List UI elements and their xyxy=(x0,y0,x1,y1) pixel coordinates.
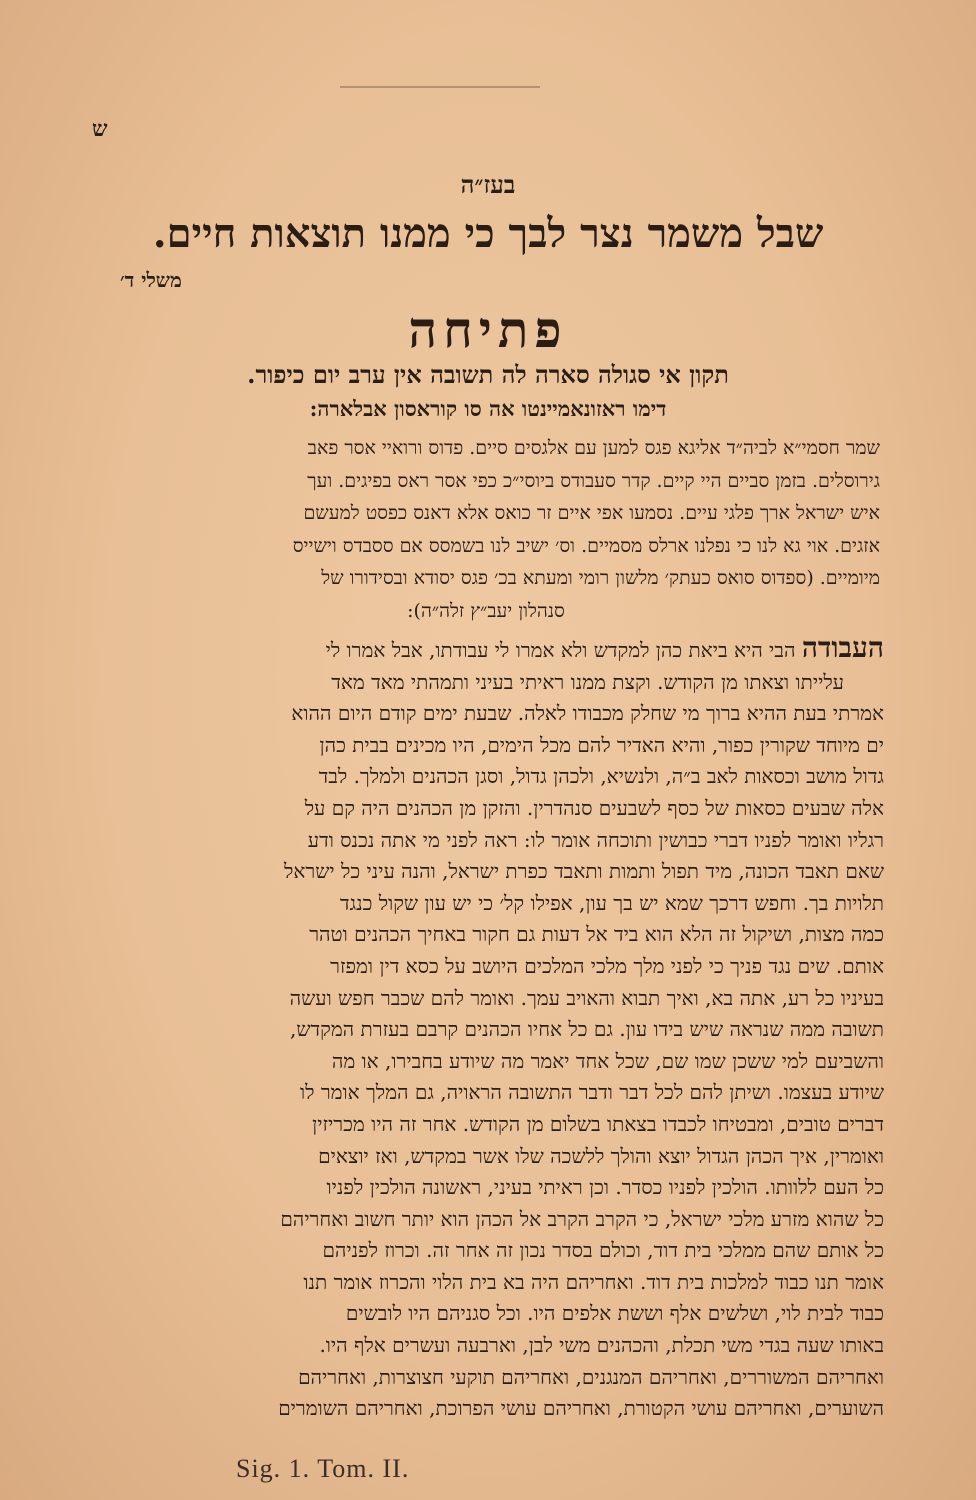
page-title: פתיחה xyxy=(408,300,568,359)
body-line: אמרתי בעת ההיא ברוך מי שחלק מכבודו לאלה. שבעת ימים קודם היום ההוא xyxy=(291,701,884,726)
body-line: דברים טובים, ומבטיחו לכבדו בצאתו בשלום מן הקודש. אחר זה היו מכריזין xyxy=(312,1111,884,1136)
intro-line: איש ישראל ארך פלגי עיים. נסמעו אפי איים זר כואס אלא דאנס כפסט למעשם xyxy=(303,502,880,524)
verse-source: משלי ד׳ xyxy=(120,268,182,292)
body-line: הבי היא ביאת כהן למקדש ולא אמרו לי עבודתו, אבל אמרו לי xyxy=(325,638,796,662)
signature-footer: Sig. 1. Tom. II. xyxy=(236,1454,410,1483)
body-line: כל שהוא מזרע מלכי ישראל, כי הקרב הקרב אל הכהן הוא יותר חשוב ואחריהם xyxy=(280,1206,884,1231)
intro-line: שמר חסמי״א לביה״ד אליגא פגס למען עם אלגסים סיים. פדוס ורואיי אסר פאב xyxy=(307,437,880,459)
body-line: בעיניו כל רע, אתה בא, ואיך תבוא והאויב עמך. ואומר להם שכבר חפש ועשה xyxy=(289,985,884,1010)
subheading-2: דימו ראזונאמיינטו אה סו קוראסון אבלארה: xyxy=(309,396,667,421)
opening-verse: שבל משמר נצר לבך כי ממנו תוצאות חיים. xyxy=(152,210,824,257)
page-mark: ש xyxy=(92,116,108,142)
body-line: כמה מצות, ושיקול זה הלא הוא ביד אל דעות גם חקור באחיך הכהנים וטהר xyxy=(309,922,884,947)
lead-word: העבודה xyxy=(801,632,884,664)
intro-last-line: סנהלון יעב״ץ זלה״ה): xyxy=(407,599,565,622)
intro-paragraph xyxy=(92,432,880,627)
body-line: השוערים, ואחריהם עושי הקטורת, ואחריהם עושי הפרוכת, ואחריהם השומרים xyxy=(278,1396,884,1421)
body-line: רגליו ואומר לפניו דברי כבושין ותוכחה אומר לו: ראה לפני מי אתה נכנס ודע xyxy=(307,827,884,852)
body-line: ים מיוחד שקורין כפור, והיא האדיר להם מכל הימים, היו מכינים בבית כהן xyxy=(319,732,884,757)
body-line: אומר תנו כבוד למלכות בית דוד. ואחריהם היה בא בית הלוי והכרוז אומר תנו xyxy=(303,1269,884,1294)
body-line: כל אותם שהם ממלכי בית דוד, וכולם בסדר נכון זה אחר זה. וכרוז לפניהם xyxy=(322,1238,884,1263)
subheading-1: תקון אי סגולה סארה לה תשובה אין ערב יום כיפור. xyxy=(247,360,729,389)
body-line: תלויות בך. וחפש דרכך שמא יש בך עון, אפילו קל׳ כי יש עון שקול כנגד xyxy=(339,890,884,915)
top-rule xyxy=(340,86,540,88)
body-line: באותו שעה בגדי משי תכלת, והכהנים משי לבן, וארבעה ועשרים אלף היו. xyxy=(319,1333,884,1358)
body-line: גדול מושב וכסאות לאב ב״ה, ולנשיא, ולכהן גדול, וסגן הכהנים ולמלך. לבד xyxy=(318,764,884,789)
intro-line: גירוסלים. בזמן סביים היי קיים. קדר סעבודס ביוסי״כ כפי אסר ראס בפיגים. ועך xyxy=(307,469,880,492)
intro-line: מיומיים. (ספדוס סואס כעתק׳ מלשון רומי ומעתא בכ׳ פגס יסודא ובסידורו של xyxy=(321,567,880,589)
body-line: כבוד לבית לוי, ושלשים אלף וששת אלפים היו. וכל סגניהם היו לובשים xyxy=(345,1301,884,1326)
body-line: שאם תאבד הכונה, מיד תפול ותמות ותאבד כפרת ישראל, והנה עיני כל ישראל xyxy=(284,859,884,884)
body-line: אותם. שים נגד פניך כי לפני מלך מלכי המלכים היושב על כסא דין ומפזר xyxy=(330,953,884,978)
body-line: תשובה ממה שנראה שיש בידו עון. גם כל אחיו הכהנים קרבם בעזרת המקדש, xyxy=(289,1017,884,1042)
body-line: עלייתו וצאתו מן הקודש. וקצת ממנו ראיתי בעיני ותמהתי מאד מאד xyxy=(331,669,844,694)
main-paragraph xyxy=(90,632,884,1425)
body-line: ואומרין, איך הכהן הגדול יוצא והולך ללשכה שלו אשר במקדש, ואז יוצאים xyxy=(318,1143,884,1168)
body-line: והשביעם למי ששכן שמו שם, שכל אחד יאמר מה שיודע בחבירו, או מה xyxy=(331,1048,884,1073)
intro-line: אזגים. אוי גא לנו כי נפלנו ארלס מסמיים. וס׳ ישיב לנו בשמסס אם ססבדס וישייס xyxy=(292,534,880,557)
body-line: אלה שבעים כסאות של כסף לשבעים סנהדרין. והזקן מן הכהנים היה קם על xyxy=(304,795,884,820)
body-line: ואחריהם המשוררים, ואחריהם המנגנים, ואחריהם תוקעי חצוצרות, ואחריהם xyxy=(298,1364,884,1389)
body-line: כל העם ללוותו. הולכין לפניו כסדר. וכן ראיתי בעיני, ראשונה הולכין לפניו xyxy=(326,1175,884,1200)
invocation: בעז״ה xyxy=(460,170,516,199)
body-line: שיודע בעצמו. ושיתן להם לכל דבר ודבר התשובה הראויה, גם המלך אומר לו xyxy=(299,1080,884,1105)
